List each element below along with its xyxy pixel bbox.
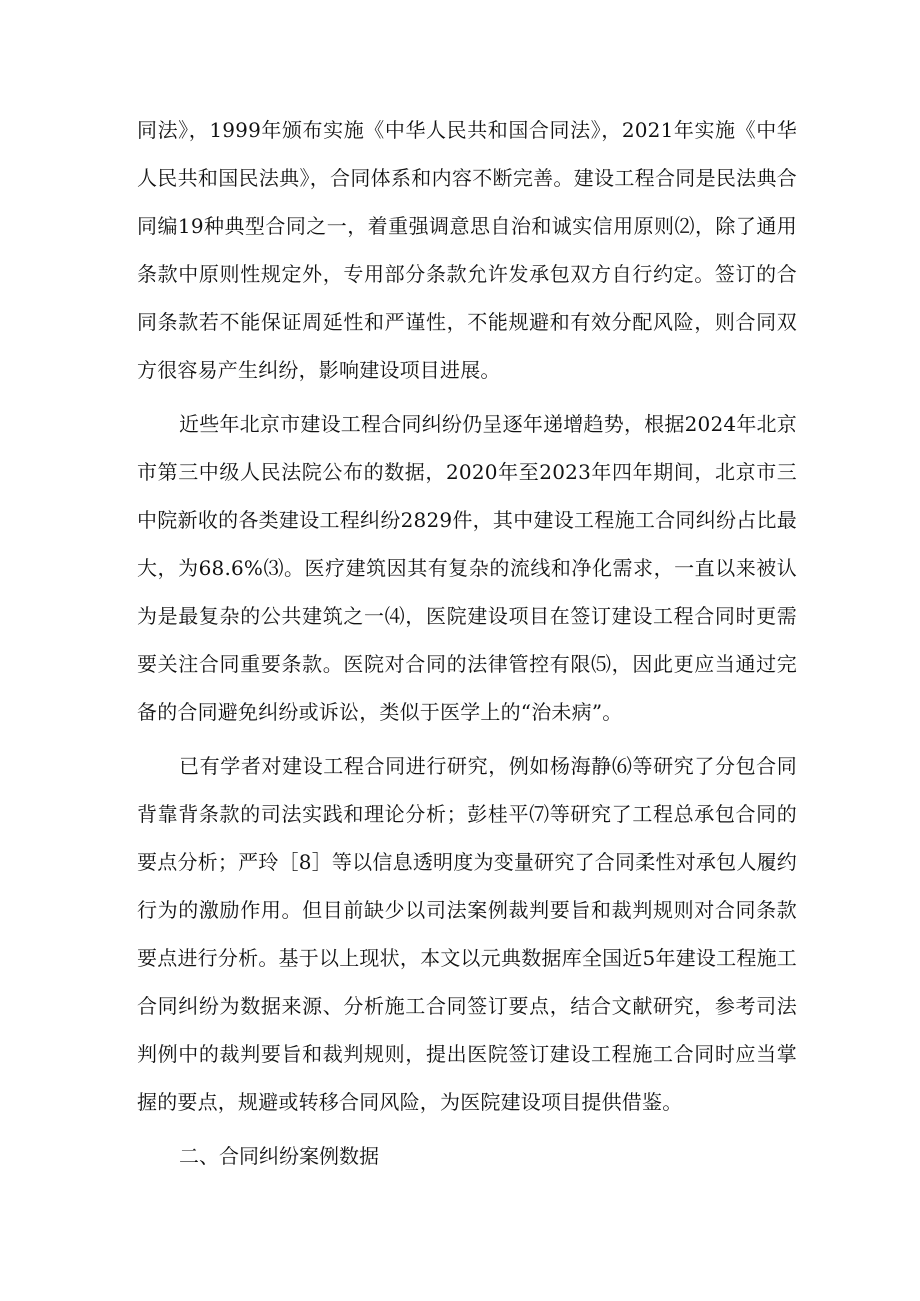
paragraph-beijing-dispute-statistics: 近些年北京市建设工程合同纠纷仍呈逐年递增趋势，根据2024年北京市第三中级人民法院公布的数据，2020年至2023年四年期间，北京市三中院新收的各类建设工程纠纷2829件，其中建设工程施工合同纠纷占比最大，为68.6%⑶。医疗建筑因其有复杂的流线和净化需求，一直以来被认为是最复杂的公共建筑之一⑷，医院建设项目在签订建设工程合同时更需要关注合同重要条款。医院对合同的法律管控有限⑸，因此更应当通过完备的合同避免纠纷或诉讼，类似于医学上的“治未病”。 [137,412,797,724]
paragraph-literature-review: 已有学者对建设工程合同进行研究，例如杨海静⑹等研究了分包合同背靠背条款的司法实践和理论分析；彭桂平⑺等研究了工程总承包合同的要点分析；严玲［8］等以信息透明度为变量研究了合同柔性对承包人履约行为的激励作用。但目前缺少以司法案例裁判要旨和裁判规则对合同条款要点进行分析。基于以上现状，本文以元典数据库全国近5年建设工程施工合同纠纷为数据来源、分析施工合同签订要点，结合文献研究，参考司法判例中的裁判要旨和裁判规则，提出医院签订建设工程施工合同时应当掌握的要点，规避或转移合同风险，为医院建设项目提供借鉴。 [137,754,797,1114]
section-heading: 二、合同纠纷案例数据 [179,1144,379,1168]
paragraph-contract-law-history: 同法》，1999年颁布实施《中华人民共和国合同法》，2021年实施《中华人民共和国民法典》，合同体系和内容不断完善。建设工程合同是民法典合同编19种典型合同之一，着重强调意思自治和诚实信用原则⑵，除了通用条款中原则性规定外，专用部分条款允许发承包双方自行约定。签订的合同条款若不能保证周延性和严谨性，不能规避和有效分配风险，则合同双方很容易产生纠纷，影响建设项目进展。 [137,118,797,382]
document-body [137,106,797,1180]
